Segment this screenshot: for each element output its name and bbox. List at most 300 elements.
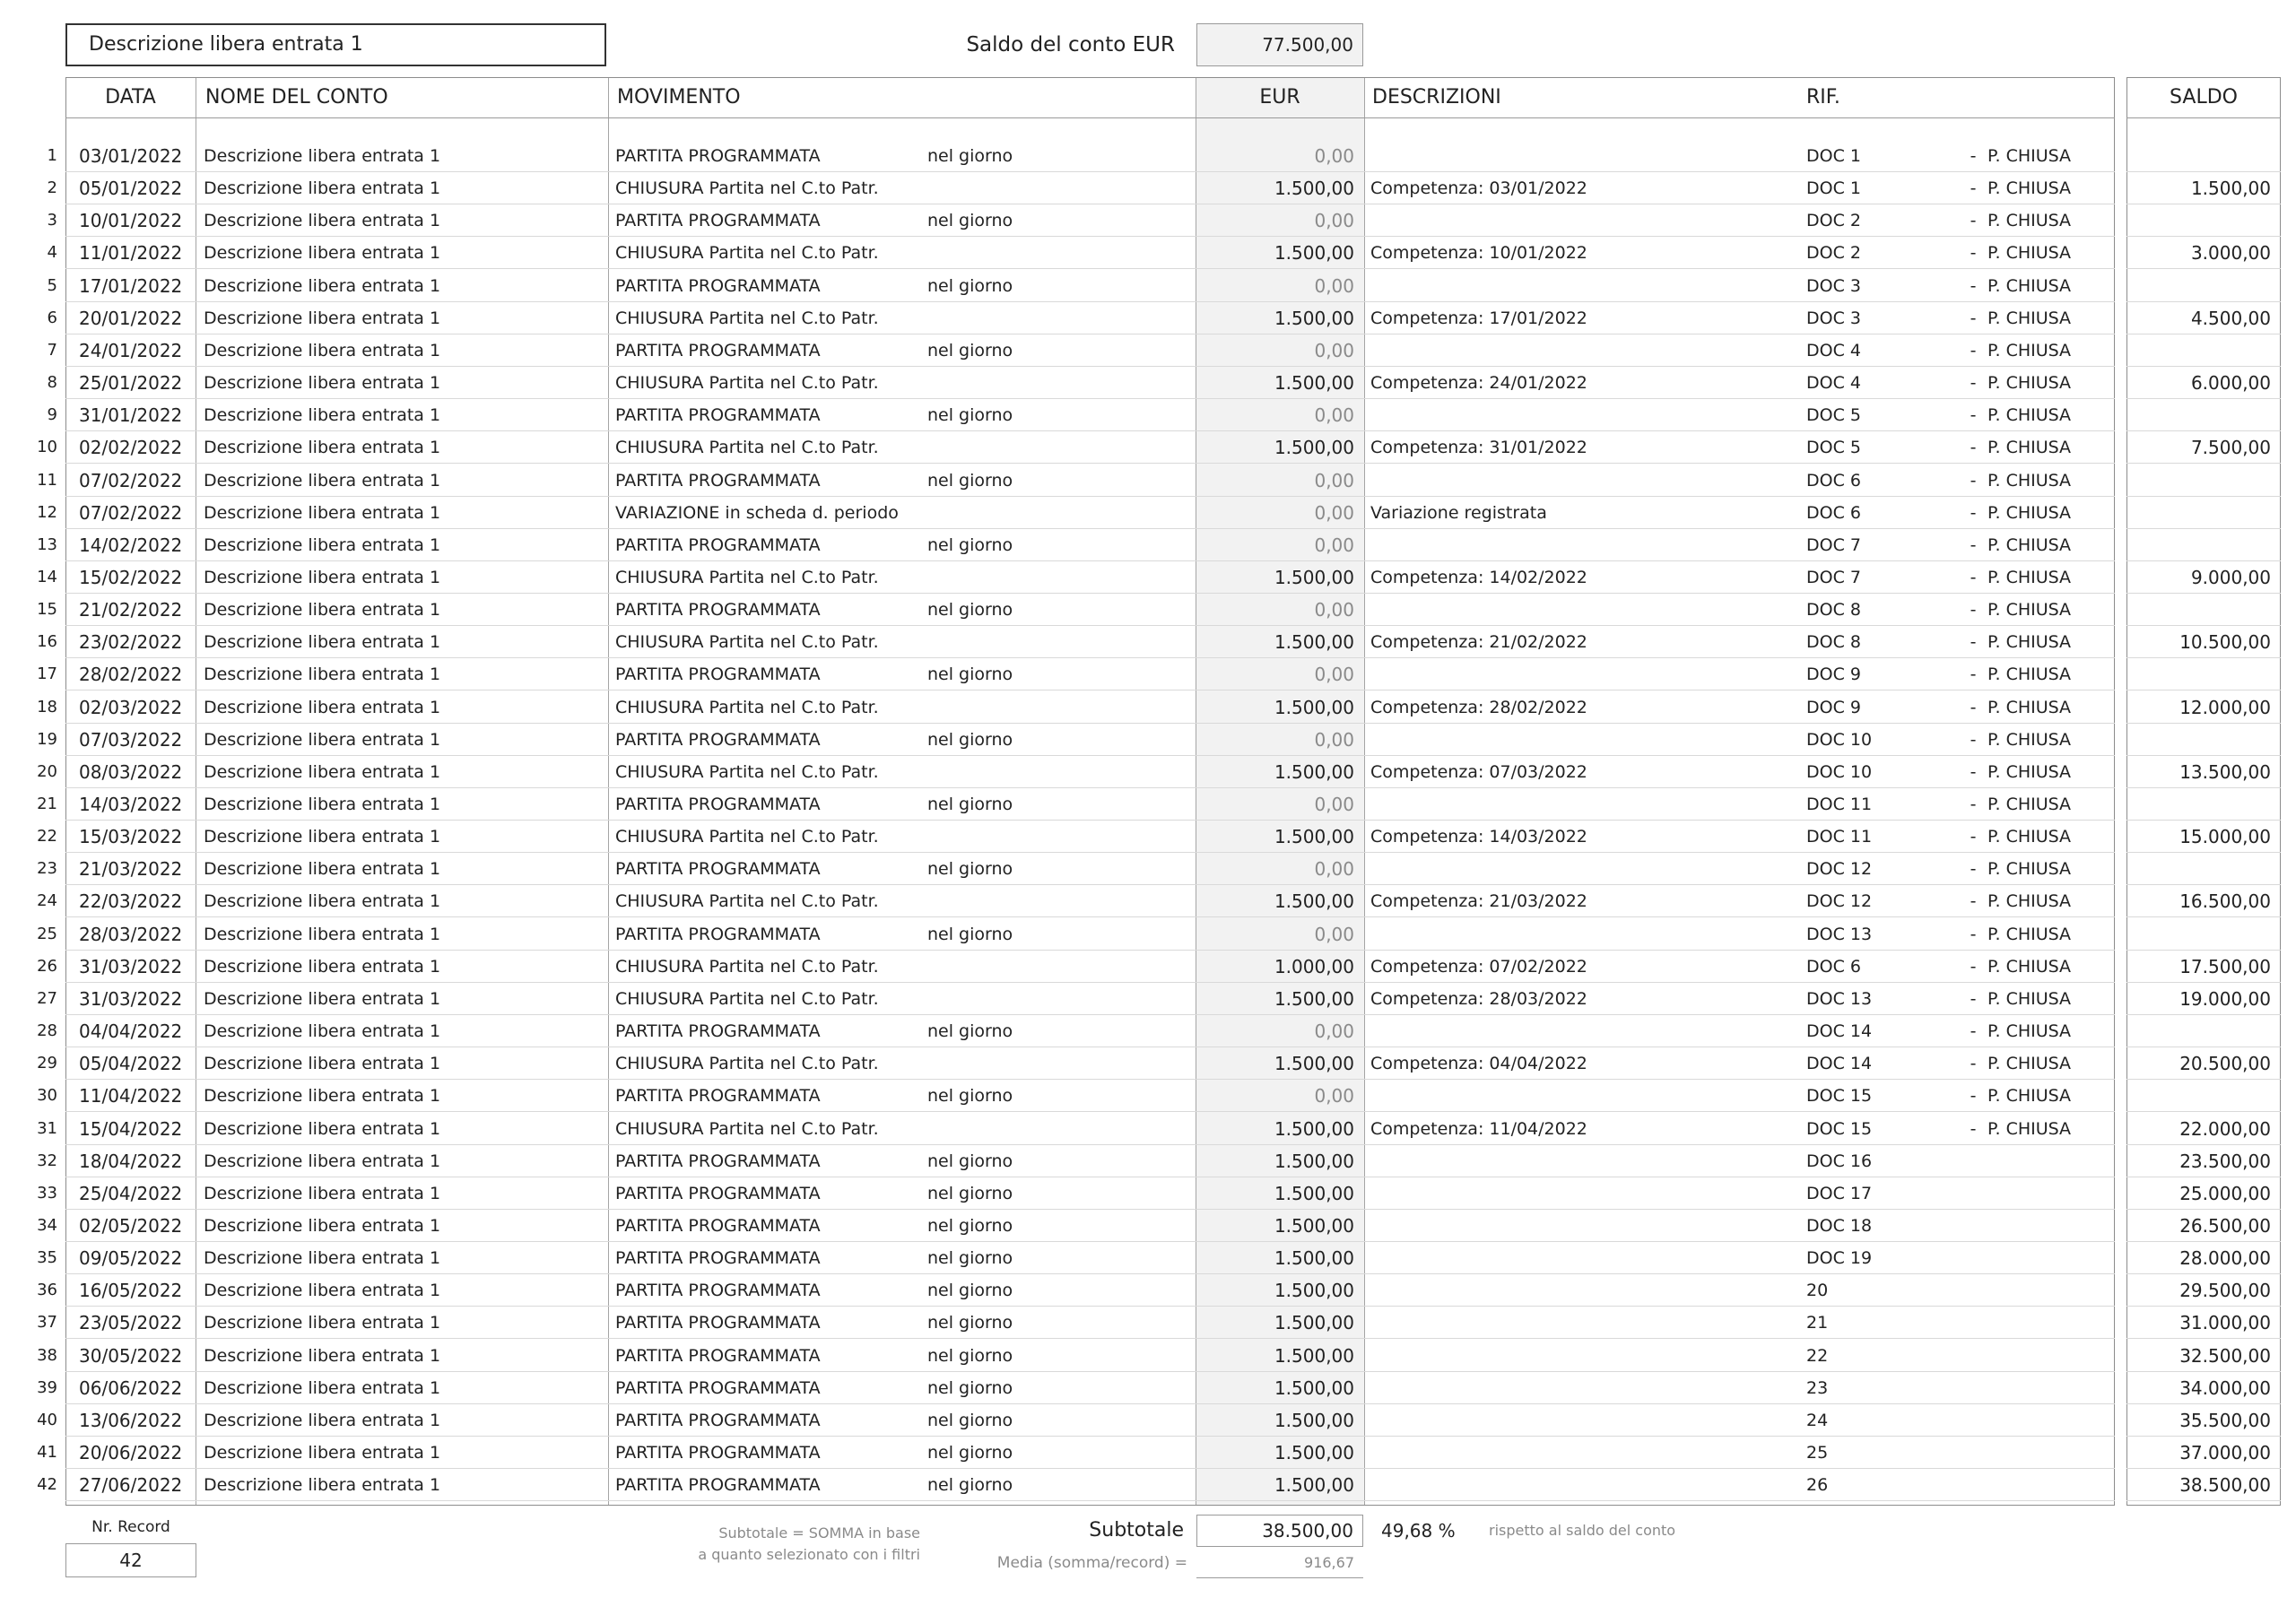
row-balance: 37.000,00 — [2179, 1442, 2271, 1463]
row-balance: 19.000,00 — [2179, 987, 2271, 1010]
row-account-name: Descrizione libera entrata 1 — [204, 405, 441, 426]
row-amount: 0,00 — [1314, 501, 1354, 524]
row-reference-dash: - — [1970, 600, 1977, 621]
row-balance — [2129, 465, 2271, 497]
row-number: 27 — [37, 988, 57, 1008]
row-reference: DOC 12 — [1806, 859, 1873, 880]
row-balance: 20.500,00 — [2179, 1053, 2271, 1075]
row-account-name: Descrizione libera entrata 1 — [204, 243, 441, 264]
row-status: P. CHIUSA — [1987, 405, 2072, 426]
row-amount: 0,00 — [1314, 404, 1354, 427]
table-row[interactable] — [0, 431, 2296, 464]
table-row[interactable] — [0, 885, 2296, 917]
row-status: P. CHIUSA — [1987, 924, 2072, 944]
row-amount: 1.500,00 — [1274, 1247, 1354, 1270]
row-status — [1987, 1177, 2113, 1210]
row-number: 28 — [37, 1021, 57, 1041]
row-amount: 1.500,00 — [1274, 437, 1354, 459]
row-amount: 1.500,00 — [1274, 1312, 1354, 1334]
row-number: 38 — [37, 1345, 57, 1365]
row-reference-dash — [1964, 1307, 1982, 1339]
row-balance: 9.000,00 — [2190, 566, 2271, 588]
row-date: 15/04/2022 — [79, 1117, 183, 1140]
row-number: 19 — [37, 729, 57, 749]
row-status: P. CHIUSA — [1987, 567, 2072, 587]
row-description — [1370, 1437, 1783, 1469]
row-reference: DOC 15 — [1806, 1118, 1873, 1139]
table-row[interactable] — [0, 302, 2296, 334]
row-movement: CHIUSURA Partita nel C.to Patr. — [615, 243, 879, 264]
row-movement: CHIUSURA Partita nel C.to Patr. — [615, 373, 879, 394]
row-description: Competenza: 24/01/2022 — [1370, 373, 1587, 394]
row-balance: 4.500,00 — [2190, 307, 2271, 329]
row-number: 35 — [37, 1248, 57, 1268]
row-date: 11/01/2022 — [79, 242, 183, 265]
row-reference-dash: - — [1970, 146, 1977, 166]
row-reference-dash: - — [1970, 502, 1977, 523]
row-description — [1370, 658, 1783, 690]
row-status: P. CHIUSA — [1987, 438, 2072, 458]
row-reference-dash: - — [1970, 988, 1977, 1009]
row-reference: DOC 5 — [1806, 438, 1861, 458]
table-row[interactable] — [0, 1404, 2296, 1437]
row-balance: 16.500,00 — [2179, 890, 2271, 913]
row-status — [1987, 1340, 2113, 1372]
row-amount: 0,00 — [1314, 599, 1354, 621]
row-day-note — [927, 561, 1107, 594]
row-reference: 22 — [1806, 1345, 1829, 1366]
row-number: 24 — [37, 891, 57, 911]
row-amount: 1.500,00 — [1274, 178, 1354, 200]
table-row[interactable] — [0, 237, 2296, 269]
table-row[interactable] — [0, 1242, 2296, 1274]
table-row[interactable] — [0, 1437, 2296, 1469]
row-reference: DOC 14 — [1806, 1021, 1873, 1042]
row-balance: 25.000,00 — [2179, 1182, 2271, 1204]
column-header-saldo[interactable]: SALDO — [2170, 86, 2238, 109]
row-amount: 0,00 — [1314, 1085, 1354, 1107]
row-day-note — [927, 1047, 1107, 1080]
row-account-name: Descrizione libera entrata 1 — [204, 988, 441, 1009]
row-reference: DOC 9 — [1806, 664, 1861, 685]
row-amount: 1.500,00 — [1274, 1182, 1354, 1204]
row-movement: CHIUSURA Partita nel C.to Patr. — [615, 308, 879, 328]
table-row[interactable] — [0, 1307, 2296, 1339]
row-reference-dash: - — [1970, 1021, 1977, 1042]
table-row[interactable] — [0, 983, 2296, 1015]
row-account-name: Descrizione libera entrata 1 — [204, 600, 441, 621]
row-date: 24/01/2022 — [79, 339, 183, 361]
row-account-name: Descrizione libera entrata 1 — [204, 438, 441, 458]
row-number: 18 — [37, 697, 57, 716]
row-movement: PARTITA PROGRAMMATA — [615, 1183, 821, 1203]
row-date: 04/04/2022 — [79, 1020, 183, 1043]
row-movement: VARIAZIONE in scheda d. periodo — [615, 502, 899, 523]
row-balance: 17.500,00 — [2179, 955, 2271, 977]
row-day-note: nel giorno — [927, 534, 1013, 555]
row-date: 20/01/2022 — [79, 307, 183, 329]
row-amount: 1.500,00 — [1274, 987, 1354, 1010]
table-row[interactable] — [0, 1047, 2296, 1080]
row-status: P. CHIUSA — [1987, 308, 2072, 328]
row-reference: DOC 11 — [1806, 827, 1873, 847]
row-status: P. CHIUSA — [1987, 1118, 2072, 1139]
row-reference: DOC 17 — [1806, 1183, 1873, 1203]
row-date: 07/02/2022 — [79, 501, 183, 524]
row-balance: 29.500,00 — [2179, 1280, 2271, 1302]
row-reference-dash: - — [1970, 795, 1977, 814]
row-status: P. CHIUSA — [1987, 600, 2072, 621]
subtotal-percentage: 49,68 % — [1381, 1520, 1456, 1542]
row-movement: PARTITA PROGRAMMATA — [615, 1443, 821, 1463]
row-account-name: Descrizione libera entrata 1 — [204, 924, 441, 944]
row-number: 42 — [37, 1475, 57, 1495]
row-amount: 1.500,00 — [1274, 1053, 1354, 1075]
row-date: 31/03/2022 — [79, 987, 183, 1010]
row-date: 20/06/2022 — [79, 1442, 183, 1463]
row-date: 31/03/2022 — [79, 955, 183, 977]
row-description: Competenza: 11/04/2022 — [1370, 1118, 1587, 1139]
row-balance — [2129, 334, 2271, 367]
row-description — [1370, 1242, 1783, 1274]
row-date: 13/06/2022 — [79, 1409, 183, 1431]
row-amount: 1.500,00 — [1274, 566, 1354, 588]
row-balance: 13.500,00 — [2179, 760, 2271, 783]
row-status: P. CHIUSA — [1987, 859, 2072, 880]
table-row[interactable] — [0, 561, 2296, 594]
row-amount: 1.500,00 — [1274, 1442, 1354, 1463]
table-row[interactable] — [0, 399, 2296, 431]
row-number: 1 — [47, 146, 57, 165]
row-reference-dash: - — [1970, 405, 1977, 426]
row-number: 40 — [37, 1410, 57, 1429]
table-row[interactable] — [0, 1177, 2296, 1210]
table-row[interactable] — [0, 497, 2296, 529]
row-movement: CHIUSURA Partita nel C.to Patr. — [615, 761, 879, 782]
row-reference-dash: - — [1970, 1118, 1977, 1139]
row-account-name: Descrizione libera entrata 1 — [204, 632, 441, 653]
row-amount: 1.500,00 — [1274, 631, 1354, 654]
row-day-note — [927, 885, 1107, 917]
row-reference-dash: - — [1970, 891, 1977, 912]
row-day-note — [927, 821, 1107, 853]
table-row[interactable] — [0, 1080, 2296, 1112]
row-number: 17 — [37, 664, 57, 684]
row-balance — [2129, 204, 2271, 237]
row-amount: 0,00 — [1314, 664, 1354, 686]
row-date: 05/01/2022 — [79, 178, 183, 200]
row-number: 26 — [37, 956, 57, 976]
row-status: P. CHIUSA — [1987, 340, 2072, 360]
row-reference: DOC 8 — [1806, 600, 1861, 621]
table-row[interactable] — [0, 594, 2296, 626]
row-amount: 1.500,00 — [1274, 696, 1354, 718]
table-row[interactable] — [0, 1274, 2296, 1307]
row-number: 41 — [37, 1443, 57, 1462]
row-date: 21/03/2022 — [79, 858, 183, 881]
table-row[interactable] — [0, 529, 2296, 561]
row-number: 12 — [37, 502, 57, 522]
table-row[interactable] — [0, 1210, 2296, 1242]
row-reference: 21 — [1806, 1313, 1829, 1333]
row-account-name: Descrizione libera entrata 1 — [204, 502, 441, 523]
column-header-eur[interactable]: EUR — [1259, 86, 1300, 109]
row-status: P. CHIUSA — [1987, 146, 2072, 166]
row-number: 5 — [47, 275, 57, 295]
row-reference-dash: - — [1970, 567, 1977, 587]
row-movement: CHIUSURA Partita nel C.to Patr. — [615, 178, 879, 199]
row-balance: 34.000,00 — [2179, 1377, 2271, 1399]
row-number: 8 — [47, 373, 57, 393]
row-day-note — [927, 626, 1107, 658]
table-row[interactable] — [0, 724, 2296, 756]
row-balance: 10.500,00 — [2179, 631, 2271, 654]
row-day-note: nel giorno — [927, 924, 1013, 944]
row-reference-dash: - — [1970, 340, 1977, 360]
row-number: 34 — [37, 1215, 57, 1235]
row-date: 23/05/2022 — [79, 1312, 183, 1334]
row-number: 4 — [47, 243, 57, 263]
row-status — [1987, 1437, 2113, 1469]
row-number: 2 — [47, 178, 57, 198]
row-account-name: Descrizione libera entrata 1 — [204, 308, 441, 328]
row-date: 02/03/2022 — [79, 696, 183, 718]
row-status — [1987, 1242, 2113, 1274]
row-status: P. CHIUSA — [1987, 632, 2072, 653]
row-description — [1370, 594, 1783, 626]
row-movement: PARTITA PROGRAMMATA — [615, 664, 821, 685]
column-header-rif[interactable]: RIF. — [1806, 86, 1840, 109]
row-date: 02/05/2022 — [79, 1214, 183, 1237]
row-day-note — [927, 691, 1107, 724]
table-row[interactable] — [0, 821, 2296, 853]
column-header-nome-conto[interactable]: NOME DEL CONTO — [205, 86, 388, 109]
subtotal-label: Subtotale — [1089, 1519, 1184, 1542]
table-row[interactable] — [0, 140, 2296, 172]
row-description: Competenza: 31/01/2022 — [1370, 438, 1587, 458]
row-number: 31 — [37, 1118, 57, 1138]
row-balance: 22.000,00 — [2179, 1117, 2271, 1140]
row-date: 25/04/2022 — [79, 1182, 183, 1204]
row-balance: 6.000,00 — [2190, 372, 2271, 395]
row-amount: 0,00 — [1314, 469, 1354, 491]
row-date: 09/05/2022 — [79, 1247, 183, 1270]
table-row[interactable] — [0, 626, 2296, 658]
row-status: P. CHIUSA — [1987, 211, 2072, 231]
row-reference-dash: - — [1970, 308, 1977, 328]
row-balance: 7.500,00 — [2190, 437, 2271, 459]
row-date: 05/04/2022 — [79, 1053, 183, 1075]
row-day-note: nel giorno — [927, 1377, 1013, 1398]
row-movement: PARTITA PROGRAMMATA — [615, 275, 821, 296]
row-day-note: nel giorno — [927, 1475, 1013, 1496]
table-row[interactable] — [0, 465, 2296, 497]
row-status — [1987, 1274, 2113, 1307]
row-movement: CHIUSURA Partita nel C.to Patr. — [615, 567, 879, 587]
table-row[interactable] — [0, 1145, 2296, 1177]
table-row[interactable] — [0, 367, 2296, 399]
record-count-label: Nr. Record — [91, 1518, 170, 1536]
row-balance: 35.500,00 — [2179, 1409, 2271, 1431]
row-reference: DOC 3 — [1806, 275, 1861, 296]
row-amount: 0,00 — [1314, 145, 1354, 167]
row-date: 16/05/2022 — [79, 1280, 183, 1302]
row-date: 15/03/2022 — [79, 826, 183, 848]
row-balance — [2129, 497, 2271, 529]
row-date: 07/03/2022 — [79, 728, 183, 751]
row-movement: PARTITA PROGRAMMATA — [615, 1281, 821, 1301]
row-account-name: Descrizione libera entrata 1 — [204, 211, 441, 231]
row-date: 31/01/2022 — [79, 404, 183, 427]
row-movement: PARTITA PROGRAMMATA — [615, 340, 821, 360]
table-row[interactable] — [0, 1469, 2296, 1501]
row-description: Competenza: 28/03/2022 — [1370, 988, 1587, 1009]
table-row[interactable] — [0, 788, 2296, 821]
row-description — [1370, 1210, 1783, 1242]
table-row[interactable] — [0, 691, 2296, 724]
row-description: Variazione registrata — [1370, 502, 1547, 523]
row-account-name: Descrizione libera entrata 1 — [204, 891, 441, 912]
row-reference: DOC 16 — [1806, 1151, 1873, 1171]
row-movement: PARTITA PROGRAMMATA — [615, 211, 821, 231]
row-reference-dash — [1964, 1177, 1982, 1210]
table-row[interactable] — [0, 756, 2296, 788]
row-date: 28/03/2022 — [79, 923, 183, 945]
row-day-note: nel giorno — [927, 1443, 1013, 1463]
row-description — [1370, 529, 1783, 561]
row-reference: DOC 13 — [1806, 924, 1873, 944]
row-description: Competenza: 14/03/2022 — [1370, 827, 1587, 847]
row-day-note: nel giorno — [927, 1345, 1013, 1366]
column-header-movimento[interactable]: MOVIMENTO — [617, 86, 741, 109]
table-row[interactable] — [0, 1113, 2296, 1145]
row-date: 22/03/2022 — [79, 890, 183, 913]
table-row[interactable] — [0, 951, 2296, 983]
row-account-name: Descrizione libera entrata 1 — [204, 697, 441, 717]
table-row[interactable] — [0, 918, 2296, 951]
row-description — [1370, 918, 1783, 951]
row-amount: 0,00 — [1314, 858, 1354, 881]
row-reference: 20 — [1806, 1281, 1829, 1301]
row-balance: 23.500,00 — [2179, 1150, 2271, 1172]
row-number: 10 — [37, 438, 57, 457]
row-account-name: Descrizione libera entrata 1 — [204, 729, 441, 750]
row-amount: 1.500,00 — [1274, 1409, 1354, 1431]
table-row[interactable] — [0, 853, 2296, 885]
row-description: Competenza: 03/01/2022 — [1370, 178, 1587, 199]
row-reference-dash — [1964, 1372, 1982, 1404]
row-account-name: Descrizione libera entrata 1 — [204, 664, 441, 685]
row-description — [1370, 399, 1783, 431]
row-account-name: Descrizione libera entrata 1 — [204, 1248, 441, 1269]
row-reference-dash — [1964, 1145, 1982, 1177]
row-movement: CHIUSURA Partita nel C.to Patr. — [615, 697, 879, 717]
row-amount: 1.500,00 — [1274, 1117, 1354, 1140]
percentage-note: rispetto al saldo del conto — [1489, 1522, 1676, 1539]
row-day-note: nel giorno — [927, 340, 1013, 360]
row-date: 25/01/2022 — [79, 372, 183, 395]
row-balance — [2129, 918, 2271, 951]
row-status: P. CHIUSA — [1987, 373, 2072, 394]
row-description — [1370, 1145, 1783, 1177]
row-status: P. CHIUSA — [1987, 697, 2072, 717]
row-day-note: nel giorno — [927, 146, 1013, 166]
column-header-data[interactable]: DATA — [105, 86, 156, 109]
table-row[interactable] — [0, 204, 2296, 237]
row-balance — [2129, 140, 2271, 172]
table-row[interactable] — [0, 1015, 2296, 1047]
row-balance: 31.000,00 — [2179, 1312, 2271, 1334]
account-name-field[interactable]: Descrizione libera entrata 1 — [65, 23, 606, 66]
table-row[interactable] — [0, 658, 2296, 690]
row-reference-dash: - — [1970, 859, 1977, 880]
row-reference: 23 — [1806, 1377, 1829, 1398]
table-row[interactable] — [0, 334, 2296, 367]
row-date: 18/04/2022 — [79, 1150, 183, 1172]
row-status: P. CHIUSA — [1987, 956, 2072, 977]
row-description: Competenza: 07/03/2022 — [1370, 761, 1587, 782]
row-day-note: nel giorno — [927, 1183, 1013, 1203]
row-number: 14 — [37, 567, 57, 586]
row-reference-dash: - — [1970, 761, 1977, 782]
table-row[interactable] — [0, 1372, 2296, 1404]
row-status: P. CHIUSA — [1987, 275, 2072, 296]
row-account-name: Descrizione libera entrata 1 — [204, 534, 441, 555]
row-date: 27/06/2022 — [79, 1474, 183, 1497]
row-day-note — [927, 1113, 1107, 1145]
row-account-name: Descrizione libera entrata 1 — [204, 1021, 441, 1042]
column-header-descrizioni[interactable]: DESCRIZIONI — [1372, 86, 1501, 109]
row-date: 06/06/2022 — [79, 1377, 183, 1399]
table-row[interactable] — [0, 172, 2296, 204]
row-account-name: Descrizione libera entrata 1 — [204, 1151, 441, 1171]
row-account-name: Descrizione libera entrata 1 — [204, 1313, 441, 1333]
row-description — [1370, 724, 1783, 756]
row-amount: 1.500,00 — [1274, 1150, 1354, 1172]
row-reference: 25 — [1806, 1443, 1829, 1463]
row-description — [1370, 1340, 1783, 1372]
row-status — [1987, 1307, 2113, 1339]
row-day-note: nel giorno — [927, 600, 1013, 621]
row-amount: 0,00 — [1314, 1020, 1354, 1043]
row-status: P. CHIUSA — [1987, 178, 2072, 199]
row-balance: 32.500,00 — [2179, 1344, 2271, 1367]
row-date: 07/02/2022 — [79, 469, 183, 491]
row-balance: 12.000,00 — [2179, 696, 2271, 718]
row-account-name: Descrizione libera entrata 1 — [204, 956, 441, 977]
row-account-name: Descrizione libera entrata 1 — [204, 470, 441, 491]
row-amount: 1.500,00 — [1274, 890, 1354, 913]
row-reference: DOC 1 — [1806, 178, 1861, 199]
row-description — [1370, 1177, 1783, 1210]
row-amount: 0,00 — [1314, 210, 1354, 232]
row-number: 20 — [37, 761, 57, 781]
table-row[interactable] — [0, 1340, 2296, 1372]
table-row[interactable] — [0, 270, 2296, 302]
row-day-note: nel giorno — [927, 1410, 1013, 1430]
row-account-name: Descrizione libera entrata 1 — [204, 1410, 441, 1430]
row-description: Competenza: 17/01/2022 — [1370, 308, 1587, 328]
row-status — [1987, 1145, 2113, 1177]
row-description — [1370, 334, 1783, 367]
row-balance — [2129, 788, 2271, 821]
row-status: P. CHIUSA — [1987, 534, 2072, 555]
row-day-note — [927, 172, 1107, 204]
row-amount: 1.500,00 — [1274, 1214, 1354, 1237]
row-reference-dash — [1964, 1210, 1982, 1242]
row-movement: CHIUSURA Partita nel C.to Patr. — [615, 1054, 879, 1074]
row-movement: PARTITA PROGRAMMATA — [615, 600, 821, 621]
